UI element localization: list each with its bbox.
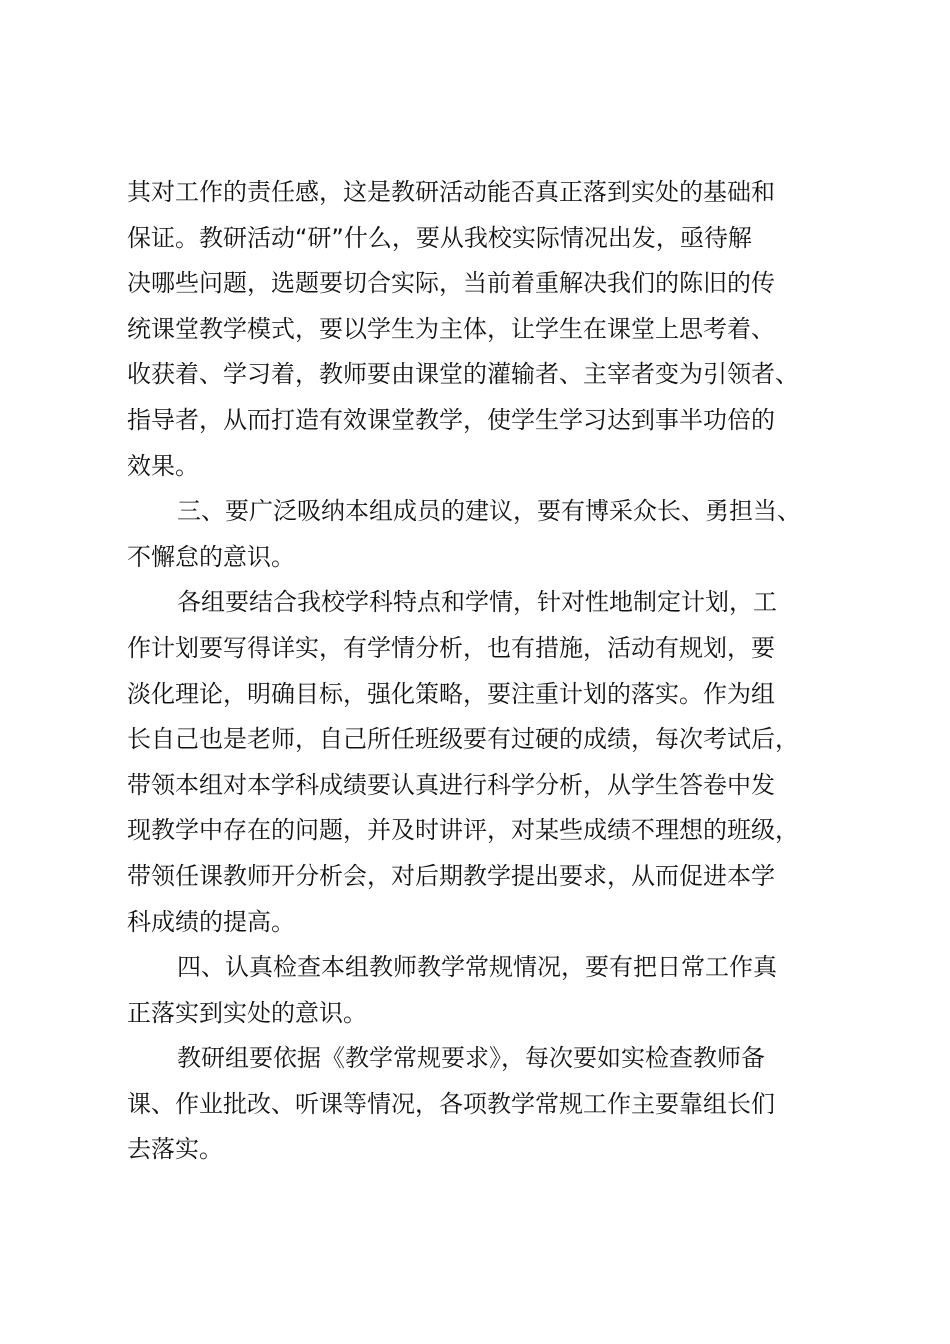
section-heading-4: 四、认真检查本组教师教学常规情况，要有把日常工作真 xyxy=(177,953,777,982)
text-line: 其对工作的责任感，这是教研活动能否真正落到实处的基础和 xyxy=(127,178,775,206)
paragraph-start: 各组要结合我校学科特点和学情，针对性地制定计划，工 xyxy=(177,588,777,617)
text-line: 淡化理论，明确目标，强化策略，要注重计划的落实。作为组 xyxy=(127,679,775,708)
document-body xyxy=(127,170,847,1173)
text-line: 作计划要写得详实，有学情分析，也有措施，活动有规划，要 xyxy=(127,633,775,662)
section-heading-3: 三、要广泛吸纳本组成员的建议，要有博采众长、勇担当、 xyxy=(177,497,801,526)
text-line: 课、作业批改、听课等情况，各项教学常规工作主要靠组长们 xyxy=(127,1089,775,1118)
text-line: 决哪些问题，选题要切合实际，当前着重解决我们的陈旧的传 xyxy=(127,269,775,298)
section-heading-4-continued: 正落实到实处的意识。 xyxy=(127,998,367,1027)
text-line: 带领本组对本学科成绩要认真进行科学分析，从学生答卷中发 xyxy=(127,770,775,799)
text-line: 统课堂教学模式，要以学生为主体，让学生在课堂上思考着、 xyxy=(127,314,775,343)
section-heading-3-continued: 不懈怠的意识。 xyxy=(127,542,295,571)
text-line: 保证。教研活动“研”什么，要从我校实际情况出发，亟待解 xyxy=(127,223,752,252)
text-line: 现教学中存在的问题，并及时讲评，对某些成绩不理想的班级， xyxy=(127,816,799,845)
text-line: 带领任课教师开分析会，对后期教学提出要求，从而促进本学 xyxy=(127,861,775,890)
text-line: 指导者，从而打造有效课堂教学，使学生学习达到事半功倍的 xyxy=(127,405,775,434)
paragraph-start: 教研组要依据《教学常规要求》，每次要如实检查教师备 xyxy=(177,1044,765,1073)
text-line: 科成绩的提高。 xyxy=(127,907,295,936)
text-line: 去落实。 xyxy=(127,1135,223,1164)
text-line: 收获着、学习着，教师要由课堂的灌输者、主宰者变为引领者、 xyxy=(127,360,799,389)
text-line: 长自己也是老师，自己所任班级要有过硬的成绩，每次考试后， xyxy=(127,725,799,754)
text-line: 效果。 xyxy=(127,451,199,480)
